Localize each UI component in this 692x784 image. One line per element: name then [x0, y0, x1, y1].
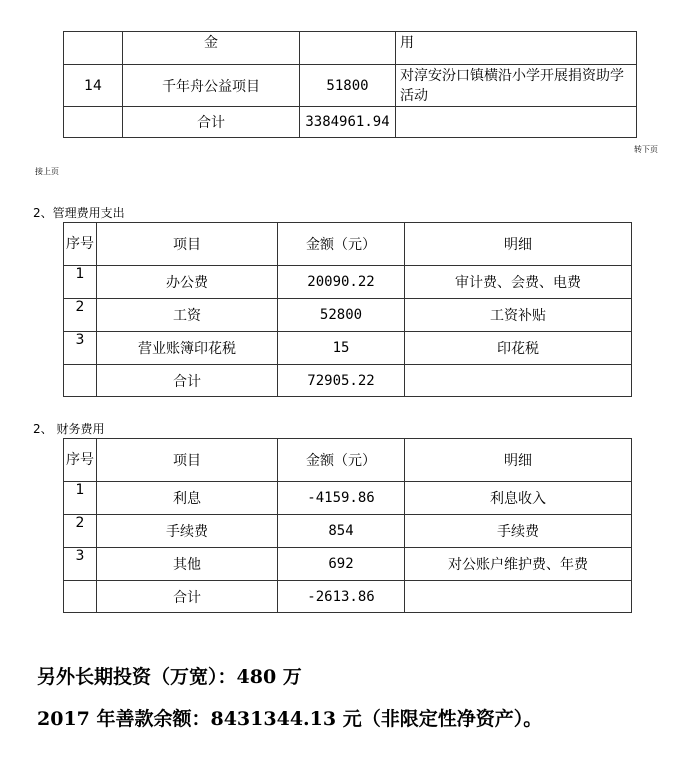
cell-empty [64, 107, 123, 138]
cell-amount: 51800 [300, 65, 396, 107]
cell-project-name: 千年舟公益项目 [123, 65, 300, 107]
header-amount: 金额（元） [278, 439, 405, 482]
cell-empty [300, 32, 396, 65]
cell-empty [405, 581, 632, 613]
row-detail: 对公账户维护费、年费 [405, 548, 632, 581]
header-item: 项目 [97, 223, 278, 266]
finance-heading: 2、 财务费用 [33, 422, 105, 436]
header-item: 项目 [97, 439, 278, 482]
header-amount: 金额（元） [278, 223, 405, 266]
cell-empty [64, 581, 97, 613]
total-amount: -2613.86 [278, 581, 405, 613]
row-item: 手续费 [97, 515, 278, 548]
total-label: 合计 [97, 365, 278, 397]
header-detail: 明细 [405, 439, 632, 482]
row-amount: 15 [278, 332, 405, 365]
cell-empty [405, 365, 632, 397]
row-item: 营业账簿印花税 [97, 332, 278, 365]
total-label: 合计 [97, 581, 278, 613]
row-amount: -4159.86 [278, 482, 405, 515]
cell-empty [396, 107, 637, 138]
row-number: 3 [64, 332, 97, 365]
cell-empty [64, 365, 97, 397]
row-detail: 审计费、会费、电费 [405, 266, 632, 299]
row-detail: 印花税 [405, 332, 632, 365]
row-detail: 手续费 [405, 515, 632, 548]
row-item: 办公费 [97, 266, 278, 299]
row-item: 工资 [97, 299, 278, 332]
cell-empty [64, 32, 123, 65]
row-number: 2 [64, 299, 97, 332]
row-number: 1 [64, 482, 97, 515]
row-amount: 692 [278, 548, 405, 581]
admin-expense-table [63, 222, 632, 397]
cell-use-description: 对淳安汾口镇横沿小学开展捐资助学活动 [396, 65, 637, 107]
row-item: 其他 [97, 548, 278, 581]
cell-use-fragment: 用 [396, 32, 637, 65]
row-amount: 854 [278, 515, 405, 548]
header-no: 序号 [64, 223, 97, 266]
long-term-investment-line: 另外长期投资（万宽）：480 万 [37, 666, 302, 688]
finance-expense-table [63, 438, 632, 613]
row-number: 3 [64, 548, 97, 581]
cell-row-number: 14 [64, 65, 123, 107]
row-amount: 20090.22 [278, 266, 405, 299]
row-detail: 工资补贴 [405, 299, 632, 332]
donation-table-continued [63, 31, 637, 138]
balance-line: 2017 年善款余额：8431344.13 元（非限定性净资产）。 [37, 708, 543, 730]
total-amount: 72905.22 [278, 365, 405, 397]
continue-next-note: 转下页 [634, 145, 658, 154]
cell-total-amount: 3384961.94 [300, 107, 396, 138]
row-amount: 52800 [278, 299, 405, 332]
row-number: 1 [64, 266, 97, 299]
row-detail: 利息收入 [405, 482, 632, 515]
cell-project-fragment: 金 [123, 32, 300, 65]
row-number: 2 [64, 515, 97, 548]
header-detail: 明细 [405, 223, 632, 266]
cell-total-label: 合计 [123, 107, 300, 138]
row-item: 利息 [97, 482, 278, 515]
continue-prev-note: 接上页 [35, 167, 59, 176]
header-no: 序号 [64, 439, 97, 482]
admin-heading: 2、管理费用支出 [33, 206, 125, 220]
